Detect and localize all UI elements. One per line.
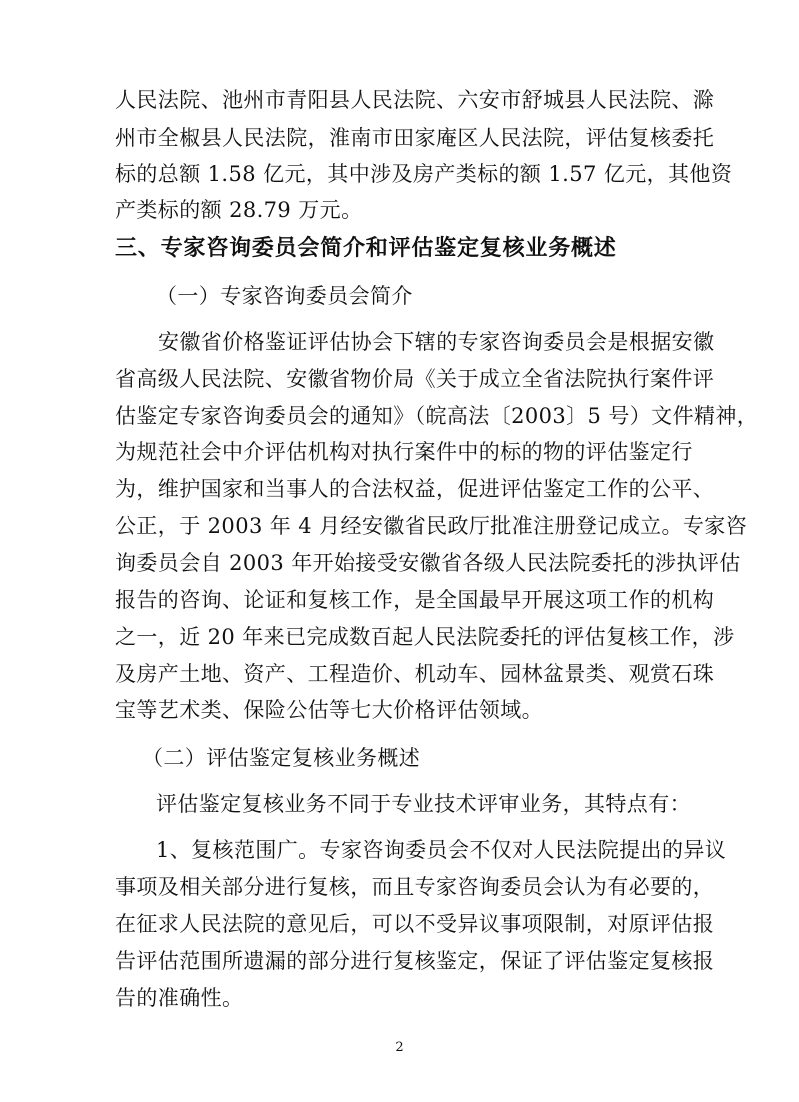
text-line: 省高级人民法院、安徽省物价局《关于成立全省法院执行案件评 — [115, 367, 715, 391]
text-line: 评估鉴定复核业务不同于专业技术评审业务，其特点有： — [156, 792, 691, 816]
text-line: 州市全椒县人民法院，淮南市田家庵区人民法院，评估复核委托 — [115, 126, 715, 150]
text-line: 人民法院、池州市青阳县人民法院、六安市舒城县人民法院、滁 — [115, 88, 715, 112]
text-line: 询委员会自 2003 年开始接受安徽省各级人民法院委托的涉执评估 — [115, 551, 741, 575]
text-line: 安徽省价格鉴证评估协会下辖的专家咨询委员会是根据安徽 — [158, 330, 715, 354]
text-line: 之一，近 20 年来已完成数百起人民法院委托的评估复核工作，涉 — [115, 625, 735, 649]
text-line: 公正，于 2003 年 4 月经安徽省民政厅批准注册登记成立。专家咨 — [115, 514, 748, 538]
text-line: 事项及相关部分进行复核，而且专家咨询委员会认为有必要的， — [115, 875, 715, 899]
text-line: 及房产土地、资产、工程造价、机动车、园林盆景类、观赏石珠 — [115, 662, 715, 686]
subsection-heading: （二）评估鉴定复核业务概述 — [142, 746, 421, 770]
text-line: 宝等艺术类、保险公估等七大价格评估领域。 — [115, 698, 543, 722]
subsection-heading: （一）专家咨询委员会简介 — [156, 284, 413, 308]
text-line: 告的准确性。 — [115, 986, 244, 1010]
text-line: 在征求人民法院的意见后，可以不受异议事项限制，对原评估报 — [115, 912, 715, 936]
section-heading: 三、专家咨询委员会简介和评估鉴定复核业务概述 — [115, 236, 617, 261]
text-line: 报告的咨询、论证和复核工作，是全国最早开展这项工作的机构 — [115, 588, 715, 612]
text-line: 产类标的额 28.79 万元。 — [115, 198, 363, 222]
text-line: 1、复核范围广。专家咨询委员会不仅对人民法院提出的异议 — [156, 838, 727, 862]
text-line: 为，维护国家和当事人的合法权益，促进评估鉴定工作的公平、 — [115, 477, 715, 501]
page-number: 2 — [395, 1040, 404, 1055]
text-line: 为规范社会中介评估机构对执行案件中的标的物的评估鉴定行 — [115, 440, 693, 464]
text-line: 标的总额 1.58 亿元，其中涉及房产类标的额 1.57 亿元，其他资 — [115, 162, 733, 186]
text-line: 告评估范围所遗漏的部分进行复核鉴定，保证了评估鉴定复核报 — [115, 949, 715, 973]
text-line: 估鉴定专家咨询委员会的通知》（皖高法〔2003〕5 号）文件精神， — [115, 404, 759, 428]
